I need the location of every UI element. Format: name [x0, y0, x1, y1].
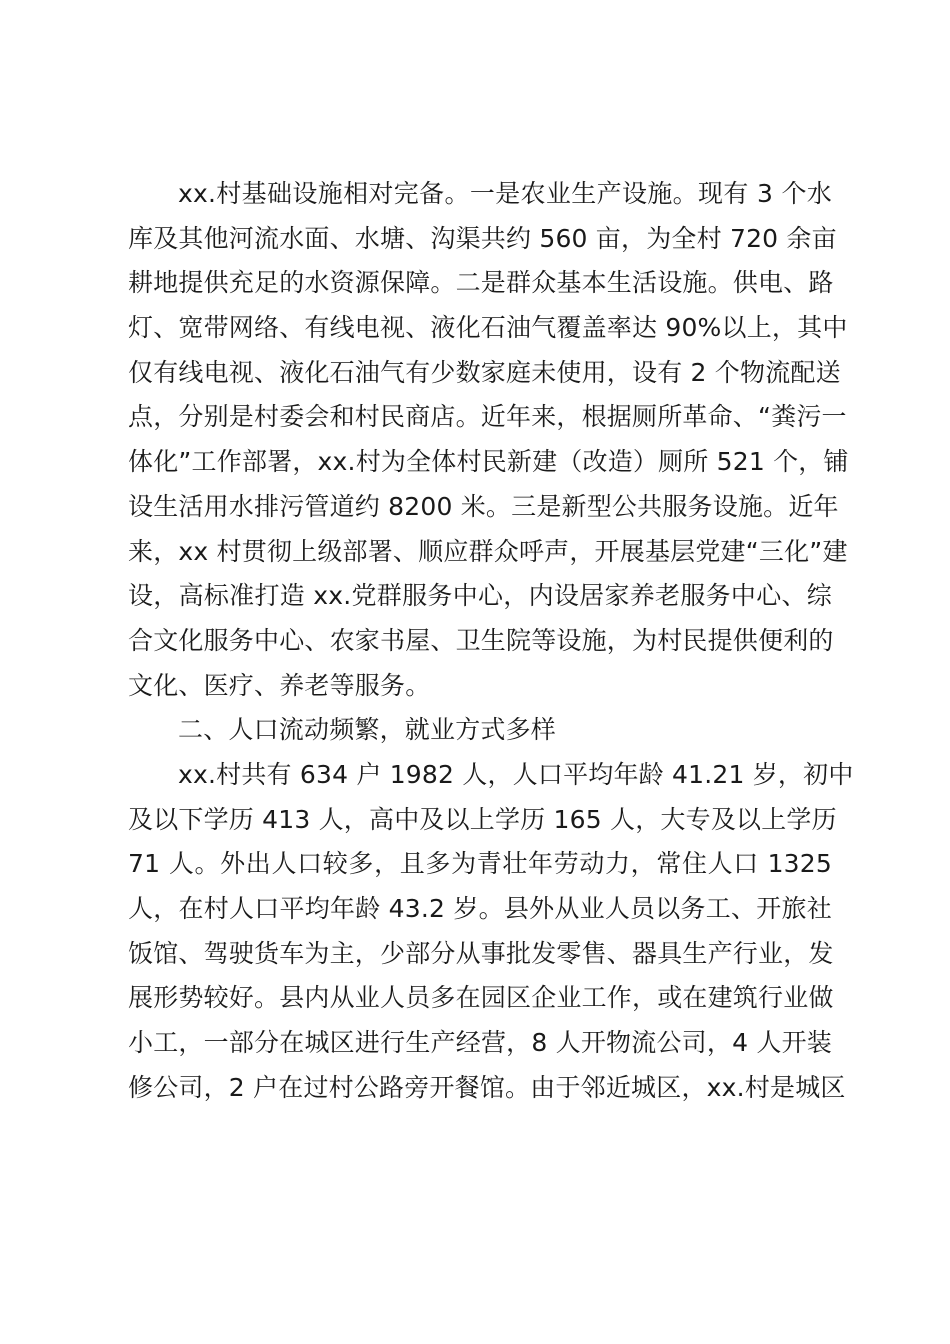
text-line: 设，高标准打造 xx.党群服务中心，内设居家养老服务中心、综: [128, 581, 832, 611]
paragraph-infrastructure: [128, 172, 849, 708]
text-line: 来，xx 村贯彻上级部署、顺应群众呼声，开展基层党建“三化”建: [128, 536, 848, 566]
text-line: xx.村基础设施相对完备。一是农业生产设施。现有 3 个水: [178, 179, 832, 208]
text-line: 小工，一部分在城区进行生产经营，8 人开物流公司，4 人开装: [128, 1028, 832, 1058]
text-line: 修公司，2 户在过村公路旁开餐馆。由于邻近城区，xx.村是城区: [128, 1072, 846, 1102]
text-line: 点，分别是村委会和村民商店。近年来，根据厕所革命、“粪污一: [128, 402, 847, 432]
text-line: 库及其他河流水面、水塘、沟渠共约 560 亩，为全村 720 余亩: [128, 223, 837, 253]
text-line: xx.村共有 634 户 1982 人，人口平均年龄 41.21 岁，初中: [178, 759, 854, 789]
text-line: 合文化服务中心、农家书屋、卫生院等设施，为村民提供便利的: [128, 625, 834, 655]
text-line: 饭馆、驾驶货车为主，少部分从事批发零售、器具生产行业，发: [128, 938, 834, 968]
document-body: [128, 172, 854, 1110]
section-heading: 二、人口流动频繁，就业方式多样: [178, 715, 557, 745]
paragraph-population: [128, 753, 854, 1111]
text-line: 71 人。外出人口较多，且多为青壮年劳动力，常住人口 1325: [128, 849, 832, 879]
text-line: 展形势较好。县内从业人员多在园区企业工作，或在建筑行业做: [128, 983, 834, 1013]
text-line: 耕地提供充足的水资源保障。二是群众基本生活设施。供电、路: [128, 268, 834, 298]
text-line: 及以下学历 413 人，高中及以上学历 165 人，大专及以上学历: [128, 804, 837, 834]
text-line: 仅有线电视、液化石油气有少数家庭未使用，设有 2 个物流配送: [128, 357, 841, 387]
text-line: 文化、医疗、养老等服务。: [128, 670, 431, 700]
text-line: 灯、宽带网络、有线电视、液化石油气覆盖率达 90%以上，其中: [128, 313, 848, 343]
text-line: 人，在村人口平均年龄 43.2 岁。县外从业人员以务工、开旅社: [128, 894, 832, 923]
text-line: 体化”工作部署，xx.村为全体村民新建（改造）厕所 521 个，铺: [128, 447, 849, 477]
text-line: 设生活用水排污管道约 8200 米。三是新型公共服务设施。近年: [128, 491, 839, 521]
